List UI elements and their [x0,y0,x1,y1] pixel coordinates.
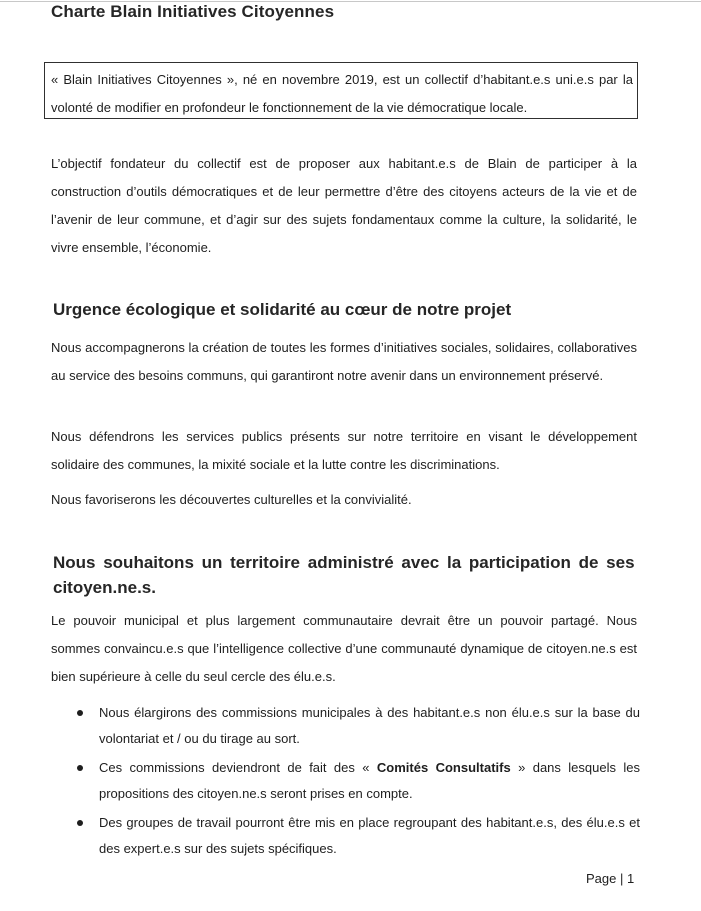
bullet-text-before: Ces commissions deviendront de fait des « [99,760,377,775]
objective-paragraph: L’objectif fondateur du collectif est de proposer aux habitant.e.s de Blain de participer à la construction d’outils démocratiques et de leur permettre d’être des citoyens acteurs de la vie et de l’avenir de leur commune, et d’agir sur des sujets fondamentaux comme la culture, la solidarité, le vivre ensemble, l’économie. [51,156,637,255]
ecology-paragraph-2: Nous défendrons les services publics présents sur notre territoire en visant le développement solidaire des communes, la mixité sociale et la lutte contre les discriminations. [51,429,637,472]
bullet-text: Des groupes de travail pourront être mis en place regroupant des habitant.e.s, des élu.e.s et des expert.e.s sur des sujets spécifiques. [99,815,640,856]
list-item [55,755,640,807]
participation-paragraph: Le pouvoir municipal et plus largement communautaire devrait être un pouvoir partagé. Nous sommes convaincu.e.s que l’intelligence collective d’une communauté dynamique de citoyen.ne.s est bien supérieure à celle du seul cercle des élu.e.s. [51,613,637,684]
bullet-bold-term: Comités Consultatifs [376,760,511,775]
section-heading-ecology: Urgence écologique et solidarité au cœur de notre projet [53,300,512,319]
intro-box: « Blain Initiatives Citoyennes », né en novembre 2019, est un collectif d’habitant.e.s uni.e.s par la volonté de modifier en profondeur le fonctionnement de la vie démocratique locale. [44,62,638,119]
list-item [55,810,640,862]
participation-bullet-list [55,700,640,865]
bullet-icon [77,765,83,771]
page-number: Page | 1 [586,871,635,886]
section-heading-participation: Nous souhaitons un territoire administré avec la participation de ses citoyen.ne.s. [53,553,635,597]
bullet-text: Nous élargirons des commissions municipales à des habitant.e.s non élu.e.s sur la base du volontariat et / ou du tirage au sort. [99,705,640,746]
ecology-paragraph-1: Nous accompagnerons la création de toutes les formes d’initiatives sociales, solidaires, collaboratives au service des besoins communs, qui garantiront notre avenir dans un environnement préservé. [51,340,637,383]
ecology-paragraph-3: Nous favoriserons les découvertes culturelles et la convivialité. [51,492,412,507]
bullet-icon [77,710,83,716]
bullet-text-after: » dans lesquels les propositions des citoyen.ne.s seront prises en compte. [99,760,640,801]
document-title: Charte Blain Initiatives Citoyennes [51,2,335,21]
bullet-icon [77,820,83,826]
list-item [55,700,640,752]
